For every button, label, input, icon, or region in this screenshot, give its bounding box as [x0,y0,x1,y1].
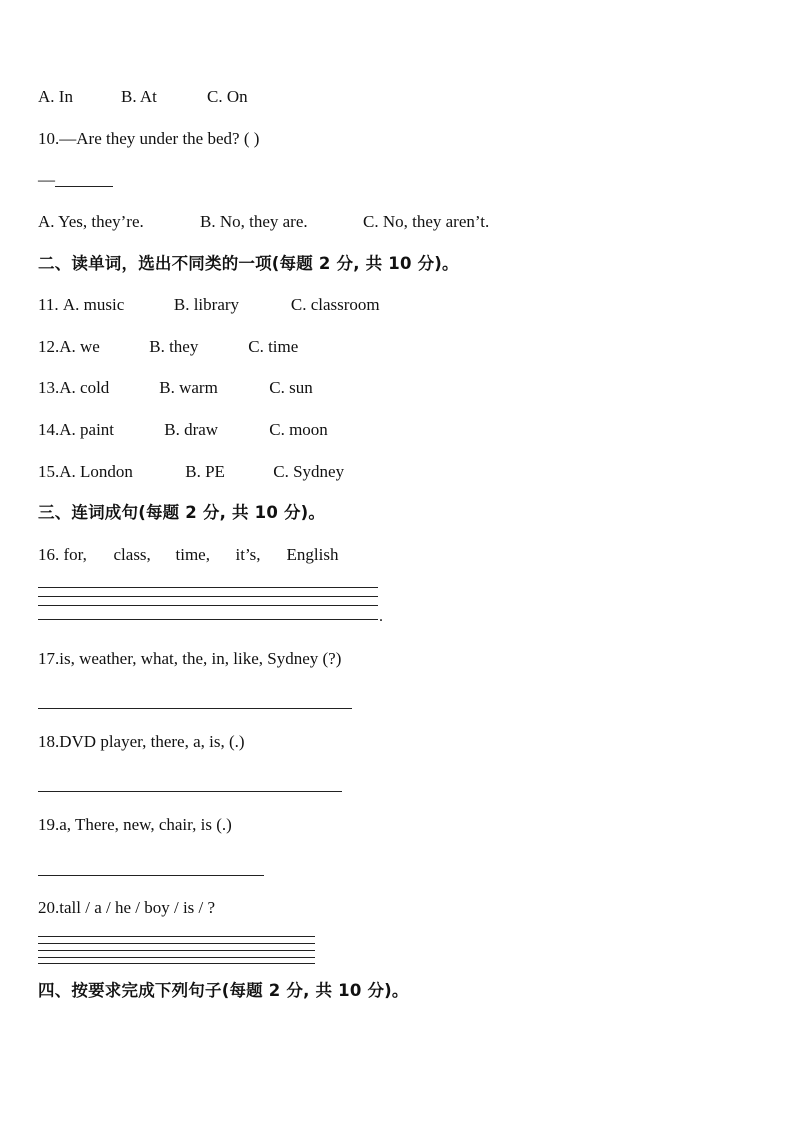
q12-option-b: B. they [149,337,199,356]
q17-words: 17.is, weather, what, the, in, like, Sydney (?) [38,649,342,668]
q19-words: 19.a, There, new, chair, is (.) [38,815,232,834]
q13-number: 13. [38,378,60,397]
section3-title: 三、连词成句(每题 2 分, 共 10 分)。 [38,503,326,522]
q13 [38,378,313,398]
q11-option-b: B. library [173,295,240,314]
q15-option-a: A. London [59,462,133,481]
q11-option-c: C. classroom [290,295,380,314]
q20-answer-line[interactable] [38,957,315,958]
q20-answer-line[interactable] [38,936,315,937]
q11-number: 11. [38,295,63,314]
q18-words: 18.DVD player, there, a, is, (.) [38,732,245,751]
q18-answer-line[interactable] [38,791,342,792]
q15-option-b: B. PE [185,462,225,481]
q9-option-a: A. In [38,87,73,106]
q12-number: 12. [38,337,60,356]
q20-words: 20.tall / a / he / boy / is / ? [38,898,216,917]
q16-word: for, [63,545,87,564]
q15-option-c: C. Sydney [273,462,345,481]
q16-number: 16. [38,545,64,564]
q10-option-a: A. Yes, they’re. [38,212,144,231]
q20-answer-line[interactable] [38,963,315,964]
q20-answer-line[interactable] [38,950,315,951]
q9-option-c: C. On [207,87,248,106]
q14-number: 14. [38,420,60,439]
q10-option-b: B. No, they are. [200,212,308,231]
q10-option-c: C. No, they aren’t. [363,212,490,231]
section2-title: 二、读单词，选出不同类的一项(每题 2 分, 共 10 分)。 [38,254,459,273]
q16-period: . [379,608,383,625]
q16-answer-line[interactable] [38,596,378,597]
q10-question: 10.—Are they under the bed? ( ) [38,129,260,148]
q17-answer-line[interactable] [38,708,352,709]
q9-option-b: B. At [121,87,157,106]
q14-option-c: C. moon [269,420,328,439]
q16-answer-line[interactable] [38,605,378,606]
q16-answer-line[interactable] [38,587,378,588]
q15 [38,462,344,482]
q13-option-b: B. warm [159,378,218,397]
q11 [38,295,380,315]
q10-blank [55,172,113,187]
q12-option-a: A. we [59,337,100,356]
q19-answer-line[interactable] [38,875,264,876]
q14-option-b: B. draw [164,420,219,439]
q9-options [38,87,248,107]
q16-word: it’s, [235,545,261,564]
q13-option-c: C. sun [269,378,313,397]
q16-word: class, [113,545,151,564]
q14 [38,420,328,440]
q13-option-a: A. cold [59,378,110,397]
q14-option-a: A. paint [59,420,115,439]
q15-number: 15. [38,462,60,481]
q16-word: time, [175,545,210,564]
q20-answer-line[interactable] [38,943,315,944]
q10-answer-line [38,170,113,190]
q10-dash: — [38,170,55,189]
q11-option-a: A. music [62,295,125,314]
q10-options [38,212,489,232]
q16-answer-line[interactable] [38,619,378,620]
q16-word: English [286,545,339,564]
q12-option-c: C. time [248,337,299,356]
section4-title: 四、按要求完成下列句子(每题 2 分, 共 10 分)。 [38,981,409,1000]
q16-words [38,545,338,565]
q12 [38,337,298,357]
